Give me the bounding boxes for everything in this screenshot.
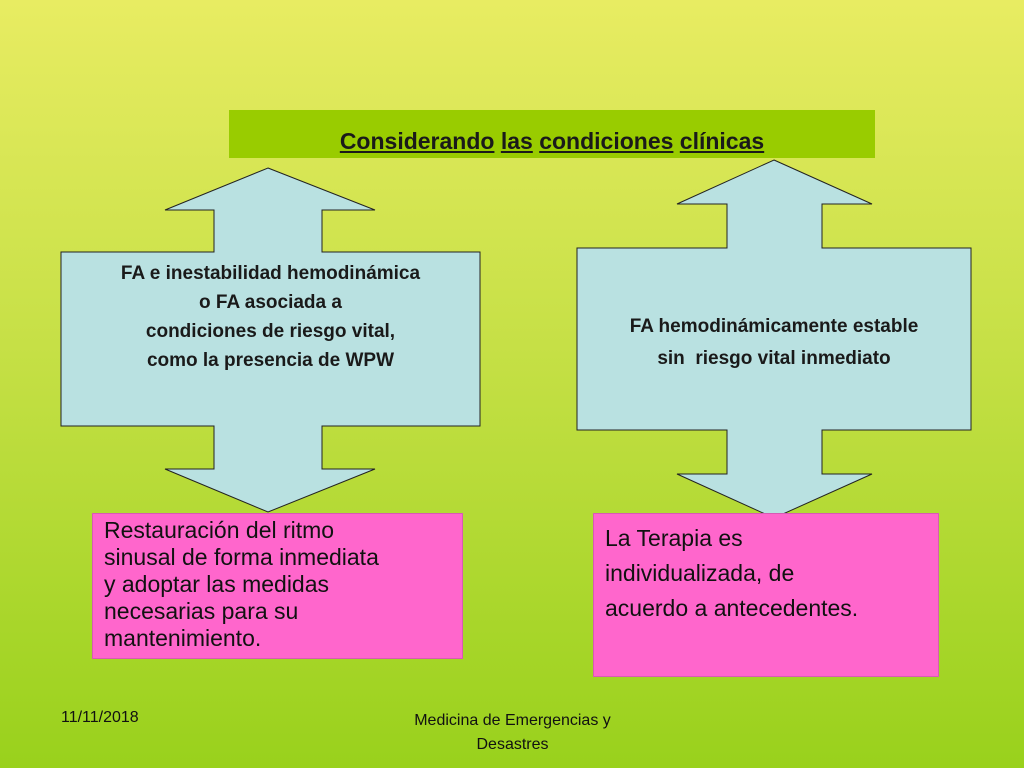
left-arrow-text bbox=[61, 259, 480, 375]
right-arrow-line-1: FA hemodinámicamente estable bbox=[629, 316, 919, 337]
left-arrow-line-2: o FA asociada a bbox=[199, 292, 342, 313]
left-box-line-1: Restauración del ritmo bbox=[104, 517, 335, 543]
right-arrow-text bbox=[577, 311, 971, 375]
left-box-line-2: sinusal de forma inmediata bbox=[104, 544, 379, 570]
footer-course-line-2: Desastres bbox=[476, 736, 549, 753]
footer-course bbox=[360, 709, 665, 757]
footer-course-line-1: Medicina de Emergencias y bbox=[414, 712, 611, 729]
right-arrow-line-2: sin riesgo vital inmediato bbox=[657, 348, 891, 369]
left-box-line-3: y adoptar las medidas bbox=[104, 571, 330, 597]
title-word-4: clínicas bbox=[679, 127, 765, 154]
title-word-2: las bbox=[500, 127, 533, 154]
left-result-box bbox=[92, 513, 463, 659]
right-box-line-1: La Terapia es bbox=[605, 525, 743, 551]
title-word-3: condiciones bbox=[539, 127, 674, 154]
title-word-1: Considerando bbox=[339, 127, 495, 154]
left-arrow-line-1: FA e inestabilidad hemodinámica bbox=[120, 263, 421, 284]
right-box-line-3: acuerdo a antecedentes. bbox=[605, 595, 859, 621]
left-box-line-4: necesarias para su bbox=[104, 598, 299, 624]
footer-date: 11/11/2018 bbox=[61, 709, 139, 726]
right-result-box bbox=[593, 513, 939, 677]
left-arrow-line-4: como la presencia de WPW bbox=[146, 350, 395, 371]
left-box-line-5: mantenimiento. bbox=[104, 625, 262, 651]
left-arrow-line-3: condiciones de riesgo vital, bbox=[145, 321, 396, 342]
right-box-line-2: individualizada, de bbox=[605, 560, 795, 586]
